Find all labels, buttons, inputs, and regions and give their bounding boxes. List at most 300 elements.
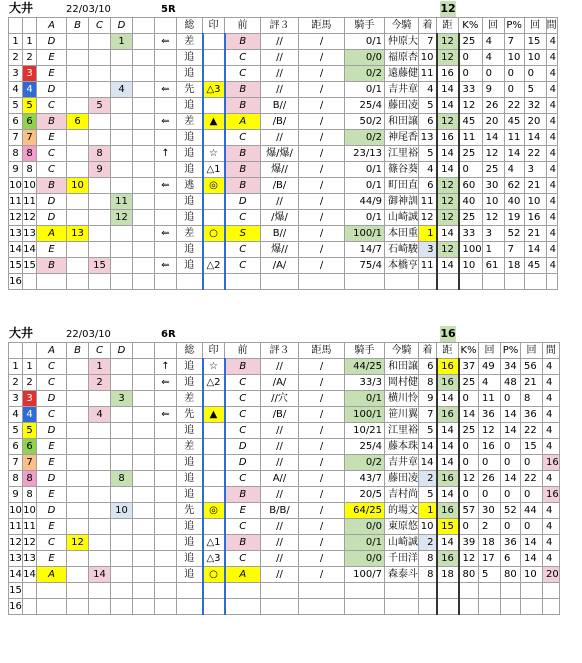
table-row — [9, 391, 560, 407]
jockey-cell: 33/3 — [345, 375, 385, 391]
rank-a: D — [37, 194, 67, 210]
current-jockey: 和田譲 — [385, 359, 419, 375]
count-1: 26 — [479, 471, 501, 487]
current-jockey: 江里裕 — [385, 423, 419, 439]
k-percent: 25 — [459, 423, 479, 439]
k-percent — [459, 274, 483, 290]
count-1: 5 — [479, 567, 501, 583]
table-row — [9, 583, 560, 599]
count-2: 44 — [521, 503, 543, 519]
race-header-2 — [0, 327, 582, 343]
rank-a: C — [37, 162, 67, 178]
rank-a: C — [37, 359, 67, 375]
k-percent: 25 — [459, 375, 479, 391]
style-cell: 追 — [177, 130, 203, 146]
row-number: 3 — [9, 391, 23, 407]
p-percent — [501, 599, 521, 615]
current-jockey: 本田重 — [385, 226, 419, 242]
count-2: 0 — [524, 66, 546, 82]
dist-cell: 12 — [437, 50, 459, 66]
row-number: 1 — [9, 34, 23, 50]
count-2: 0 — [521, 519, 543, 535]
interval-cell: 4 — [543, 423, 560, 439]
prev-rank: C — [225, 242, 261, 258]
rank-c: 1 — [89, 359, 111, 375]
rank-a: E — [37, 66, 67, 82]
header-cell — [155, 343, 177, 359]
arrow-icon — [155, 583, 177, 599]
rank-c — [89, 114, 111, 130]
style-cell: 追 — [177, 98, 203, 114]
rank-a: E — [37, 551, 67, 567]
rank-c — [89, 66, 111, 82]
rank-b — [67, 487, 89, 503]
k-percent: 10 — [459, 258, 483, 274]
rank-a: C — [37, 98, 67, 114]
rank-b — [67, 194, 89, 210]
header-cell: D — [111, 18, 133, 34]
jockey-cell: 100/1 — [345, 407, 385, 423]
gate-number: 5 — [23, 98, 37, 114]
p-percent: 22 — [504, 98, 524, 114]
distance-horse: / — [299, 423, 345, 439]
header-cell — [23, 343, 37, 359]
finish-cell: 3 — [419, 242, 437, 258]
k-percent: 57 — [459, 503, 479, 519]
k-percent: 33 — [459, 226, 483, 242]
header-cell: C — [89, 18, 111, 34]
jockey-cell: 0/2 — [345, 66, 385, 82]
header-cell: 間 — [546, 18, 557, 34]
style-cell: 追 — [177, 567, 203, 583]
finish-cell: 2 — [419, 471, 437, 487]
count-2 — [521, 599, 543, 615]
distance-horse: / — [299, 551, 345, 567]
rating-cell: A// — [261, 471, 299, 487]
interval-cell: 4 — [543, 519, 560, 535]
mark-cell: △1 — [203, 162, 225, 178]
spacer — [133, 194, 155, 210]
prev-rank: C — [225, 407, 261, 423]
rank-c — [89, 82, 111, 98]
rank-b — [67, 162, 89, 178]
gate-number: 2 — [23, 50, 37, 66]
interval-cell: 20 — [543, 567, 560, 583]
rank-c — [89, 535, 111, 551]
count-2: 15 — [524, 34, 546, 50]
rating-cell: // — [261, 82, 299, 98]
mark-cell — [203, 423, 225, 439]
k-percent: 12 — [459, 551, 479, 567]
rank-a: E — [37, 439, 67, 455]
finish-cell: 5 — [419, 146, 437, 162]
k-percent: 37 — [459, 359, 479, 375]
spacer — [133, 50, 155, 66]
row-number: 10 — [9, 178, 23, 194]
style-cell: 追 — [177, 455, 203, 471]
p-percent — [504, 274, 524, 290]
current-jockey: 和田譲 — [385, 114, 419, 130]
header-cell: P% — [504, 18, 524, 34]
arrow-icon: ⇐ — [155, 114, 177, 130]
finish-cell: 5 — [419, 487, 437, 503]
style-cell: 先 — [177, 407, 203, 423]
style-cell — [177, 583, 203, 599]
rank-c — [89, 519, 111, 535]
mark-cell: ☆ — [203, 146, 225, 162]
rank-d — [111, 535, 133, 551]
rating-cell: //穴 — [261, 391, 299, 407]
table-row — [9, 439, 560, 455]
table-row — [9, 114, 558, 130]
count-1: 0 — [482, 66, 504, 82]
finish-cell: 4 — [419, 162, 437, 178]
current-jockey: 千田洋 — [385, 551, 419, 567]
table-row — [9, 503, 560, 519]
rating-cell: /A/ — [261, 375, 299, 391]
rank-b — [67, 98, 89, 114]
rank-b — [67, 359, 89, 375]
spacer — [133, 66, 155, 82]
dist-cell: 14 — [437, 455, 459, 471]
rank-a: A — [37, 226, 67, 242]
count-2: 10 — [524, 194, 546, 210]
finish-cell: 5 — [419, 423, 437, 439]
rank-a: D — [37, 82, 67, 98]
mark-cell — [203, 274, 225, 290]
date-label: 22/03/10 — [66, 329, 111, 340]
table-row — [9, 226, 558, 242]
count-2: 36 — [521, 407, 543, 423]
dist-cell: 14 — [437, 423, 459, 439]
k-percent: 25 — [459, 34, 483, 50]
style-cell: 追 — [177, 258, 203, 274]
p-percent: 45 — [504, 114, 524, 130]
rank-c — [89, 50, 111, 66]
rank-b — [67, 130, 89, 146]
k-percent: 80 — [459, 567, 479, 583]
finish-cell: 14 — [419, 439, 437, 455]
dist-cell: 16 — [437, 407, 459, 423]
distance-cell: 16 — [440, 327, 456, 340]
interval-cell: 4 — [543, 391, 560, 407]
interval-cell — [543, 599, 560, 615]
gate-number: 14 — [23, 567, 37, 583]
spacer — [133, 226, 155, 242]
spacer — [133, 114, 155, 130]
distance-horse: / — [299, 519, 345, 535]
gate-number: 8 — [23, 487, 37, 503]
p-percent: 7 — [504, 34, 524, 50]
current-jockey: 的場文 — [385, 503, 419, 519]
dist-cell: 14 — [437, 258, 459, 274]
count-1: 11 — [479, 391, 501, 407]
dist-cell: 12 — [437, 178, 459, 194]
gate-number: 4 — [23, 407, 37, 423]
count-2 — [524, 274, 546, 290]
row-number: 4 — [9, 82, 23, 98]
finish-cell: 6 — [419, 178, 437, 194]
current-jockey: 篠谷葵 — [385, 162, 419, 178]
rank-c — [89, 226, 111, 242]
arrow-icon: ⇐ — [155, 82, 177, 98]
spacer — [133, 535, 155, 551]
interval-cell: 4 — [543, 551, 560, 567]
arrow-icon: ↑ — [155, 359, 177, 375]
interval-cell: 4 — [546, 210, 557, 226]
jockey-cell — [345, 599, 385, 615]
rating-cell: /B/ — [261, 407, 299, 423]
distance-horse: / — [299, 130, 345, 146]
rank-a — [37, 599, 67, 615]
interval-cell: 4 — [546, 194, 557, 210]
interval-cell: 4 — [543, 407, 560, 423]
rank-a — [37, 583, 67, 599]
p-percent: 48 — [501, 375, 521, 391]
header-cell: A — [37, 343, 67, 359]
style-cell — [177, 599, 203, 615]
rank-a: E — [37, 50, 67, 66]
jockey-cell: 14/7 — [345, 242, 385, 258]
interval-cell: 4 — [543, 471, 560, 487]
rank-a: C — [37, 146, 67, 162]
count-1: 3 — [482, 226, 504, 242]
rating-cell: // — [261, 50, 299, 66]
k-percent: 0 — [459, 519, 479, 535]
distance-cell: 12 — [440, 2, 456, 15]
arrow-icon: ⇐ — [155, 226, 177, 242]
count-2: 14 — [521, 535, 543, 551]
style-cell: 追 — [177, 535, 203, 551]
spacer — [133, 375, 155, 391]
dist-cell: 14 — [437, 391, 459, 407]
gate-number: 8 — [23, 471, 37, 487]
current-jockey: 町田直 — [385, 178, 419, 194]
k-percent: 11 — [459, 130, 483, 146]
header-cell — [9, 343, 23, 359]
style-cell: 追 — [177, 162, 203, 178]
rank-d: 4 — [111, 82, 133, 98]
k-percent: 25 — [459, 146, 483, 162]
dist-cell: 14 — [437, 82, 459, 98]
count-1: 17 — [479, 551, 501, 567]
arrow-icon: ↑ — [155, 146, 177, 162]
count-1: 4 — [482, 50, 504, 66]
count-1: 4 — [482, 34, 504, 50]
arrow-icon — [155, 242, 177, 258]
rating-cell: // — [261, 130, 299, 146]
arrow-icon — [155, 567, 177, 583]
row-number: 9 — [9, 487, 23, 503]
count-2: 56 — [521, 359, 543, 375]
header-cell — [133, 18, 155, 34]
prev-rank: E — [225, 503, 261, 519]
rating-cell: // — [261, 66, 299, 82]
rank-a: A — [37, 567, 67, 583]
rank-d: 11 — [111, 194, 133, 210]
rank-c: 14 — [89, 567, 111, 583]
mark-cell — [203, 66, 225, 82]
arrow-icon — [155, 66, 177, 82]
p-percent: 19 — [504, 210, 524, 226]
rank-a: C — [37, 535, 67, 551]
rating-cell: 爆// — [261, 162, 299, 178]
prev-rank: B — [225, 34, 261, 50]
jockey-cell: 44/25 — [345, 359, 385, 375]
count-1: 25 — [482, 162, 504, 178]
rating-cell: // — [261, 423, 299, 439]
table-row — [9, 359, 560, 375]
rank-c — [89, 471, 111, 487]
rank-b — [67, 274, 89, 290]
finish-cell — [419, 274, 437, 290]
finish-cell: 13 — [419, 130, 437, 146]
rating-cell: // — [261, 551, 299, 567]
rank-a: C — [37, 407, 67, 423]
mark-cell: ▲ — [203, 407, 225, 423]
rank-c: 2 — [89, 375, 111, 391]
arrow-icon: ⇐ — [155, 178, 177, 194]
rank-d — [111, 146, 133, 162]
count-1: 12 — [479, 423, 501, 439]
mark-cell: ○ — [203, 567, 225, 583]
rank-c — [89, 439, 111, 455]
spacer — [133, 439, 155, 455]
current-jockey: 江里裕 — [385, 146, 419, 162]
prev-rank: C — [225, 130, 261, 146]
rank-d: 10 — [111, 503, 133, 519]
finish-cell: 11 — [419, 194, 437, 210]
p-percent: 6 — [501, 551, 521, 567]
rank-d — [111, 551, 133, 567]
current-jockey: 藤本珠 — [385, 439, 419, 455]
rank-d — [111, 599, 133, 615]
p-percent: 11 — [504, 130, 524, 146]
k-percent: 39 — [459, 535, 479, 551]
count-2: 22 — [521, 471, 543, 487]
rank-d — [111, 519, 133, 535]
rating-cell: // — [261, 487, 299, 503]
interval-cell: 4 — [543, 503, 560, 519]
dist-cell: 14 — [437, 162, 459, 178]
style-cell: 追 — [177, 375, 203, 391]
gate-number: 2 — [23, 375, 37, 391]
interval-cell: 4 — [543, 375, 560, 391]
rating-cell — [261, 583, 299, 599]
k-percent: 12 — [459, 98, 483, 114]
k-percent: 0 — [459, 487, 479, 503]
spacer — [133, 423, 155, 439]
interval-cell: 4 — [546, 178, 557, 194]
interval-cell: 4 — [546, 146, 557, 162]
rating-cell: 爆/爆/ — [261, 146, 299, 162]
finish-cell: 10 — [419, 519, 437, 535]
distance-horse: / — [299, 455, 345, 471]
rank-d — [111, 375, 133, 391]
finish-cell: 8 — [419, 375, 437, 391]
distance-horse — [299, 274, 345, 290]
table-row — [9, 375, 560, 391]
rank-b — [67, 471, 89, 487]
rank-c — [89, 503, 111, 519]
dist-cell: 18 — [437, 567, 459, 583]
count-1: 61 — [482, 258, 504, 274]
mark-cell: △2 — [203, 258, 225, 274]
row-number: 13 — [9, 226, 23, 242]
row-number: 12 — [9, 535, 23, 551]
p-percent: 52 — [501, 503, 521, 519]
jockey-cell — [345, 583, 385, 599]
count-2: 0 — [521, 455, 543, 471]
header-cell: 印 — [203, 343, 225, 359]
p-percent: 14 — [504, 146, 524, 162]
p-percent: 7 — [504, 242, 524, 258]
style-cell: 追 — [177, 242, 203, 258]
k-percent: 100 — [459, 242, 483, 258]
prev-rank: D — [225, 194, 261, 210]
rank-c — [89, 194, 111, 210]
row-number: 11 — [9, 519, 23, 535]
dist-cell: 16 — [437, 503, 459, 519]
header-cell: K% — [459, 343, 479, 359]
style-cell: 追 — [177, 194, 203, 210]
gate-number: 6 — [23, 439, 37, 455]
table-row — [9, 130, 558, 146]
finish-cell: 12 — [419, 210, 437, 226]
rank-b — [67, 50, 89, 66]
interval-cell: 4 — [543, 439, 560, 455]
count-2: 5 — [524, 82, 546, 98]
interval-cell: 4 — [546, 114, 557, 130]
mark-cell: △3 — [203, 551, 225, 567]
jockey-cell: 0/1 — [345, 391, 385, 407]
arrow-icon — [155, 551, 177, 567]
p-percent: 0 — [501, 519, 521, 535]
spacer — [133, 162, 155, 178]
gate-number: 7 — [23, 130, 37, 146]
spacer — [133, 210, 155, 226]
current-jockey: 神尾香 — [385, 130, 419, 146]
count-2: 22 — [524, 146, 546, 162]
rank-b — [67, 210, 89, 226]
venue-label: 大井 — [9, 326, 34, 340]
rank-b — [67, 407, 89, 423]
current-jockey: 山崎誠 — [385, 210, 419, 226]
table-row — [9, 407, 560, 423]
distance-horse: / — [299, 375, 345, 391]
arrow-icon: ⇐ — [155, 258, 177, 274]
current-jockey: 吉井章 — [385, 455, 419, 471]
current-jockey: 笹川翼 — [385, 407, 419, 423]
mark-cell: ☆ — [203, 359, 225, 375]
table-row — [9, 423, 560, 439]
count-1 — [479, 583, 501, 599]
header-cell: 着 — [419, 343, 437, 359]
rank-b: 12 — [67, 535, 89, 551]
finish-cell: 7 — [419, 34, 437, 50]
jockey-cell: 25/4 — [345, 439, 385, 455]
jockey-cell: 44/9 — [345, 194, 385, 210]
style-cell: 追 — [177, 471, 203, 487]
rank-c: 15 — [89, 258, 111, 274]
finish-cell — [419, 583, 437, 599]
style-cell: 追 — [177, 50, 203, 66]
mark-cell: △2 — [203, 375, 225, 391]
dist-cell: 16 — [437, 359, 459, 375]
rating-cell: B// — [261, 226, 299, 242]
spacer — [133, 130, 155, 146]
dist-cell: 15 — [437, 519, 459, 535]
